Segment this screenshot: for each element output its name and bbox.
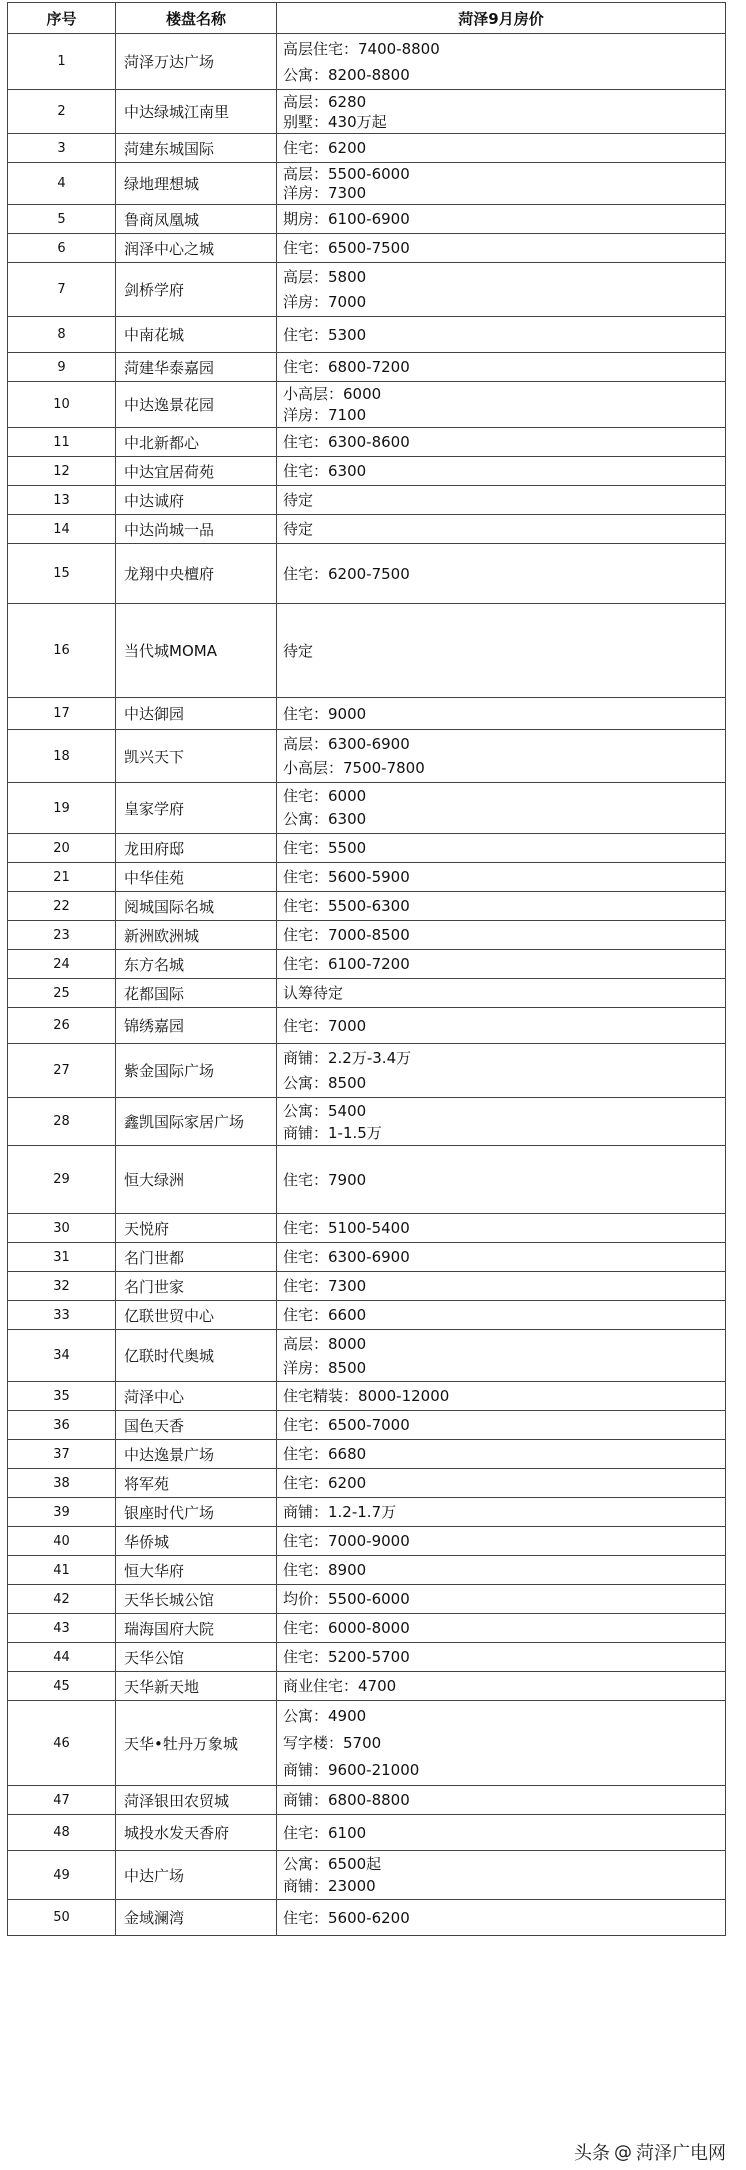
row-project-name: 中达诚府 — [116, 486, 277, 515]
table-row — [8, 730, 726, 783]
row-project-name: 鲁商凤凰城 — [116, 205, 277, 234]
table-row — [8, 134, 726, 163]
table-row — [8, 1498, 726, 1527]
price-line: 高层：5800 — [283, 267, 367, 286]
table-row — [8, 1008, 726, 1044]
row-serial: 35 — [8, 1382, 116, 1411]
table-row — [8, 1900, 726, 1936]
row-project-name: 新洲欧洲城 — [116, 921, 277, 950]
row-serial: 21 — [8, 863, 116, 892]
table-row — [8, 1556, 726, 1585]
row-price-cell — [277, 698, 726, 730]
row-price-cell — [277, 604, 726, 698]
table-row — [8, 1330, 726, 1382]
price-line: 公寓：4900 — [283, 1706, 367, 1725]
row-price-cell — [277, 1272, 726, 1301]
row-price-cell — [277, 1498, 726, 1527]
header-project-name: 楼盘名称 — [116, 3, 277, 34]
table-row — [8, 1440, 726, 1469]
table-row — [8, 1672, 726, 1701]
row-project-name: 剑桥学府 — [116, 263, 277, 317]
row-project-name: 中达御园 — [116, 698, 277, 730]
row-serial: 47 — [8, 1786, 116, 1815]
table-row — [8, 1469, 726, 1498]
price-line: 公寓：6500起 — [283, 1855, 382, 1873]
row-serial: 11 — [8, 428, 116, 457]
row-project-name: 恒大华府 — [116, 1556, 277, 1585]
row-serial: 46 — [8, 1701, 116, 1786]
row-price-cell — [277, 1214, 726, 1243]
price-line: 住宅：7000-8500 — [283, 926, 410, 944]
row-project-name: 中达逸景花园 — [116, 382, 277, 428]
row-project-name: 银座时代广场 — [116, 1498, 277, 1527]
table-row — [8, 1851, 726, 1900]
row-serial: 9 — [8, 353, 116, 382]
row-serial: 33 — [8, 1301, 116, 1330]
row-project-name: 菏建华泰嘉园 — [116, 353, 277, 382]
row-price-cell — [277, 863, 726, 892]
price-line: 住宅：6300-6900 — [283, 1248, 410, 1266]
table-row — [8, 1643, 726, 1672]
price-line: 住宅：6500-7500 — [283, 239, 410, 257]
price-line: 住宅：7000 — [283, 1016, 367, 1035]
row-serial: 23 — [8, 921, 116, 950]
row-project-name: 亿联世贸中心 — [116, 1301, 277, 1330]
price-line: 期房：6100-6900 — [283, 210, 410, 228]
price-line: 住宅：6300-8600 — [283, 433, 410, 451]
price-line: 商铺：2.2万-3.4万 — [283, 1048, 412, 1067]
table-row — [8, 1098, 726, 1146]
row-price-cell — [277, 382, 726, 428]
row-serial: 24 — [8, 950, 116, 979]
row-project-name: 中达逸景广场 — [116, 1440, 277, 1469]
price-line: 认筹待定 — [283, 984, 344, 1002]
row-serial: 2 — [8, 90, 116, 134]
row-serial: 48 — [8, 1815, 116, 1851]
header-price: 菏泽9月房价 — [277, 3, 726, 34]
row-price-cell — [277, 1146, 726, 1214]
row-price-cell — [277, 892, 726, 921]
price-line: 住宅：5200-5700 — [283, 1648, 410, 1666]
row-serial: 3 — [8, 134, 116, 163]
price-line: 洋房：7300 — [283, 183, 367, 202]
table-row — [8, 834, 726, 863]
row-serial: 27 — [8, 1044, 116, 1098]
row-serial: 8 — [8, 317, 116, 353]
row-project-name: 锦绣嘉园 — [116, 1008, 277, 1044]
row-price-cell — [277, 1243, 726, 1272]
table-row — [8, 1585, 726, 1614]
row-serial: 5 — [8, 205, 116, 234]
row-serial: 31 — [8, 1243, 116, 1272]
row-price-cell — [277, 1382, 726, 1411]
table-row — [8, 1146, 726, 1214]
price-line: 住宅：6100-7200 — [283, 955, 410, 973]
row-price-cell — [277, 34, 726, 90]
house-price-table — [7, 2, 726, 1936]
row-price-cell — [277, 1786, 726, 1815]
price-line: 待定 — [283, 491, 314, 509]
row-serial: 18 — [8, 730, 116, 783]
price-line: 住宅：9000 — [283, 704, 367, 723]
price-line: 住宅：6000 — [283, 787, 367, 805]
row-price-cell — [277, 263, 726, 317]
table-row — [8, 921, 726, 950]
table-row — [8, 486, 726, 515]
row-project-name: 城投水发天香府 — [116, 1815, 277, 1851]
row-price-cell — [277, 1301, 726, 1330]
row-price-cell — [277, 486, 726, 515]
price-line: 住宅：6000-8000 — [283, 1619, 410, 1637]
row-price-cell — [277, 205, 726, 234]
row-serial: 7 — [8, 263, 116, 317]
row-project-name: 名门世家 — [116, 1272, 277, 1301]
row-serial: 6 — [8, 234, 116, 263]
table-row — [8, 1614, 726, 1643]
row-price-cell — [277, 317, 726, 353]
row-serial: 20 — [8, 834, 116, 863]
row-serial: 39 — [8, 1498, 116, 1527]
row-price-cell — [277, 1008, 726, 1044]
row-serial: 30 — [8, 1214, 116, 1243]
table-row — [8, 353, 726, 382]
price-line: 小高层：6000 — [283, 384, 382, 403]
row-project-name: 亿联时代奥城 — [116, 1330, 277, 1382]
price-line: 商业住宅：4700 — [283, 1677, 397, 1695]
price-line: 待定 — [283, 520, 314, 538]
price-line: 住宅：5500 — [283, 839, 367, 857]
row-serial: 44 — [8, 1643, 116, 1672]
row-price-cell — [277, 783, 726, 834]
row-project-name: 天华•牡丹万象城 — [116, 1701, 277, 1786]
table-row — [8, 163, 726, 205]
price-line: 均价：5500-6000 — [283, 1590, 410, 1608]
row-project-name: 天华公馆 — [116, 1643, 277, 1672]
row-serial: 28 — [8, 1098, 116, 1146]
table-row — [8, 783, 726, 834]
table-body — [8, 34, 726, 1936]
row-serial: 36 — [8, 1411, 116, 1440]
row-serial: 1 — [8, 34, 116, 90]
row-project-name: 中达宜居荷苑 — [116, 457, 277, 486]
row-project-name: 润泽中心之城 — [116, 234, 277, 263]
row-project-name: 阅城国际名城 — [116, 892, 277, 921]
source-watermark — [574, 2134, 726, 2170]
row-price-cell — [277, 1672, 726, 1701]
price-line: 商铺：6800-8800 — [283, 1791, 410, 1809]
row-project-name: 名门世都 — [116, 1243, 277, 1272]
price-line: 住宅：5600-6200 — [283, 1908, 410, 1927]
row-price-cell — [277, 457, 726, 486]
row-price-cell — [277, 950, 726, 979]
table-row — [8, 979, 726, 1008]
row-project-name: 菏泽银田农贸城 — [116, 1786, 277, 1815]
price-line: 住宅：6680 — [283, 1445, 367, 1463]
price-line: 商铺：9600-21000 — [283, 1760, 420, 1779]
row-project-name: 凯兴天下 — [116, 730, 277, 783]
price-line: 住宅：6100 — [283, 1823, 367, 1842]
table-row — [8, 544, 726, 604]
table-row — [8, 1044, 726, 1098]
row-serial: 32 — [8, 1272, 116, 1301]
row-price-cell — [277, 1556, 726, 1585]
price-line: 公寓：8500 — [283, 1073, 367, 1092]
price-line: 高层：8000 — [283, 1334, 367, 1353]
price-line: 住宅：5500-6300 — [283, 897, 410, 915]
row-price-cell — [277, 979, 726, 1008]
row-project-name: 菏建东城国际 — [116, 134, 277, 163]
price-line: 住宅：5100-5400 — [283, 1219, 410, 1237]
row-serial: 43 — [8, 1614, 116, 1643]
row-project-name: 花都国际 — [116, 979, 277, 1008]
table-row — [8, 1701, 726, 1786]
row-price-cell — [277, 1900, 726, 1936]
price-line: 公寓：8200-8800 — [283, 65, 410, 84]
row-project-name: 中达广场 — [116, 1851, 277, 1900]
row-project-name: 天华长城公馆 — [116, 1585, 277, 1614]
row-serial: 16 — [8, 604, 116, 698]
row-project-name: 天华新天地 — [116, 1672, 277, 1701]
table-row — [8, 263, 726, 317]
row-project-name: 龙田府邸 — [116, 834, 277, 863]
row-price-cell — [277, 1527, 726, 1556]
price-line: 写字楼：5700 — [283, 1733, 382, 1752]
row-price-cell — [277, 1851, 726, 1900]
price-line: 住宅：7300 — [283, 1277, 367, 1295]
price-line: 小高层：7500-7800 — [283, 759, 425, 777]
table-row — [8, 698, 726, 730]
price-line: 住宅精装：8000-12000 — [283, 1387, 450, 1405]
row-serial: 22 — [8, 892, 116, 921]
table-row — [8, 1411, 726, 1440]
row-price-cell — [277, 234, 726, 263]
table-row — [8, 604, 726, 698]
table-row — [8, 1214, 726, 1243]
price-line: 住宅：6200 — [283, 1474, 367, 1492]
row-price-cell — [277, 1614, 726, 1643]
row-serial: 49 — [8, 1851, 116, 1900]
header-serial: 序号 — [8, 3, 116, 34]
row-project-name: 中南花城 — [116, 317, 277, 353]
price-line: 住宅：6600 — [283, 1306, 367, 1324]
price-line: 住宅：5300 — [283, 325, 367, 344]
row-price-cell — [277, 1701, 726, 1786]
row-price-cell — [277, 1098, 726, 1146]
table-row — [8, 317, 726, 353]
row-price-cell — [277, 1585, 726, 1614]
table-row — [8, 863, 726, 892]
row-project-name: 华侨城 — [116, 1527, 277, 1556]
row-price-cell — [277, 353, 726, 382]
row-project-name: 绿地理想城 — [116, 163, 277, 205]
price-line: 公寓：5400 — [283, 1101, 367, 1120]
price-line: 待定 — [283, 641, 314, 660]
price-line: 住宅：6500-7000 — [283, 1416, 410, 1434]
row-serial: 29 — [8, 1146, 116, 1214]
row-price-cell — [277, 1440, 726, 1469]
price-line: 住宅：6300 — [283, 462, 367, 480]
row-price-cell — [277, 515, 726, 544]
row-project-name: 天悦府 — [116, 1214, 277, 1243]
row-project-name: 中达尚城一品 — [116, 515, 277, 544]
table-row — [8, 1786, 726, 1815]
row-serial: 4 — [8, 163, 116, 205]
row-price-cell — [277, 730, 726, 783]
row-serial: 15 — [8, 544, 116, 604]
row-price-cell — [277, 134, 726, 163]
row-serial: 26 — [8, 1008, 116, 1044]
row-price-cell — [277, 834, 726, 863]
row-serial: 50 — [8, 1900, 116, 1936]
table-row — [8, 1815, 726, 1851]
price-line: 住宅：6200 — [283, 139, 367, 157]
row-serial: 19 — [8, 783, 116, 834]
row-serial: 45 — [8, 1672, 116, 1701]
table-row — [8, 950, 726, 979]
house-price-sheet — [7, 2, 725, 1936]
row-price-cell — [277, 1044, 726, 1098]
row-project-name: 皇家学府 — [116, 783, 277, 834]
source-account: 菏泽广电网 — [636, 2143, 726, 2164]
row-serial: 10 — [8, 382, 116, 428]
price-line: 商铺：1-1.5万 — [283, 1123, 382, 1142]
table-row — [8, 892, 726, 921]
row-project-name: 金域澜湾 — [116, 1900, 277, 1936]
row-project-name: 中北新都心 — [116, 428, 277, 457]
price-line: 高层：5500-6000 — [283, 164, 410, 183]
row-project-name: 紫金国际广场 — [116, 1044, 277, 1098]
row-price-cell — [277, 1411, 726, 1440]
row-price-cell — [277, 921, 726, 950]
price-line: 别墅：430万起 — [283, 112, 387, 131]
row-project-name: 龙翔中央檀府 — [116, 544, 277, 604]
row-price-cell — [277, 163, 726, 205]
row-serial: 17 — [8, 698, 116, 730]
table-row — [8, 34, 726, 90]
price-line: 住宅：7900 — [283, 1170, 367, 1189]
row-serial: 34 — [8, 1330, 116, 1382]
source-platform: 头条 — [574, 2143, 610, 2164]
price-line: 住宅：6200-7500 — [283, 564, 410, 583]
row-price-cell — [277, 544, 726, 604]
price-line: 洋房：7100 — [283, 405, 367, 424]
table-row — [8, 90, 726, 134]
row-price-cell — [277, 90, 726, 134]
row-project-name: 菏泽中心 — [116, 1382, 277, 1411]
price-line: 商铺：23000 — [283, 1877, 376, 1895]
row-serial: 13 — [8, 486, 116, 515]
table-row — [8, 428, 726, 457]
row-project-name: 国色天香 — [116, 1411, 277, 1440]
row-project-name: 东方名城 — [116, 950, 277, 979]
table-row — [8, 1382, 726, 1411]
price-line: 住宅：6800-7200 — [283, 358, 410, 376]
price-line: 住宅：8900 — [283, 1561, 367, 1579]
row-project-name: 将军苑 — [116, 1469, 277, 1498]
row-price-cell — [277, 428, 726, 457]
price-line: 高层：6300-6900 — [283, 735, 410, 753]
row-serial: 25 — [8, 979, 116, 1008]
table-row — [8, 1527, 726, 1556]
row-price-cell — [277, 1643, 726, 1672]
row-serial: 12 — [8, 457, 116, 486]
row-serial: 42 — [8, 1585, 116, 1614]
row-project-name: 菏泽万达广场 — [116, 34, 277, 90]
row-serial: 37 — [8, 1440, 116, 1469]
table-row — [8, 382, 726, 428]
row-price-cell — [277, 1815, 726, 1851]
table-row — [8, 515, 726, 544]
row-price-cell — [277, 1330, 726, 1382]
row-serial: 40 — [8, 1527, 116, 1556]
price-line: 商铺：1.2-1.7万 — [283, 1503, 397, 1521]
row-serial: 41 — [8, 1556, 116, 1585]
table-row — [8, 234, 726, 263]
row-project-name: 中华佳苑 — [116, 863, 277, 892]
row-project-name: 中达绿城江南里 — [116, 90, 277, 134]
price-line: 洋房：8500 — [283, 1358, 367, 1377]
table-row — [8, 1272, 726, 1301]
table-row — [8, 1243, 726, 1272]
price-line: 住宅：7000-9000 — [283, 1532, 410, 1550]
row-serial: 14 — [8, 515, 116, 544]
price-line: 高层：6280 — [283, 92, 367, 111]
row-project-name: 鑫凯国际家居广场 — [116, 1098, 277, 1146]
price-line: 高层住宅：7400-8800 — [283, 39, 440, 58]
row-project-name: 瑞海国府大院 — [116, 1614, 277, 1643]
row-price-cell — [277, 1469, 726, 1498]
price-line: 住宅：5600-5900 — [283, 868, 410, 886]
table-row — [8, 205, 726, 234]
table-row — [8, 457, 726, 486]
price-line: 公寓：6300 — [283, 810, 367, 828]
price-line: 洋房：7000 — [283, 292, 367, 311]
row-project-name: 当代城MOMA — [116, 604, 277, 698]
row-project-name: 恒大绿洲 — [116, 1146, 277, 1214]
table-row — [8, 1301, 726, 1330]
source-separator: @ — [614, 2141, 632, 2163]
table-header-row — [8, 3, 726, 34]
row-serial: 38 — [8, 1469, 116, 1498]
